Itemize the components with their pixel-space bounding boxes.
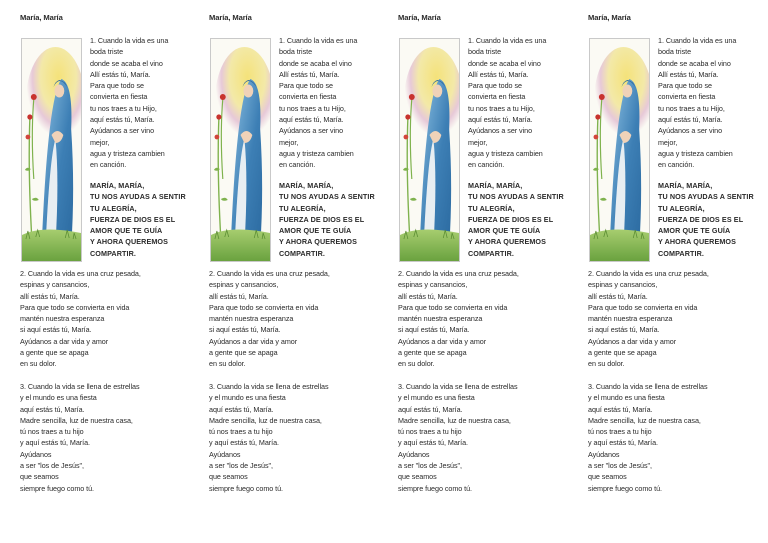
verse-1-line: Para que todo se [468, 81, 522, 91]
verse-1-line: tu nos traes a tu Hijo, [468, 103, 535, 113]
verse-1-line: Allí estás tú, María. [468, 69, 529, 79]
chorus-line: FUERZA DE DIOS ES EL [468, 214, 554, 224]
verse-3-line: y el mundo es una fiesta [20, 393, 97, 403]
verse-3 [209, 381, 329, 494]
verse-1 [468, 35, 546, 171]
verse-2 [209, 268, 330, 370]
verse-3-line: 3. Cuando la vida se llena de estrellas [588, 382, 708, 391]
verse-3-line: y el mundo es una fiesta [588, 393, 665, 403]
verse-3-line: siempre fuego como tú. [588, 483, 663, 493]
song-sheet-column-4 [588, 0, 768, 543]
verse-3-line: que seamos [209, 472, 248, 482]
chorus [658, 180, 754, 259]
chorus-line: AMOR QUE TE GUÍA [468, 226, 541, 236]
verse-3-line: Ayúdanos [20, 449, 52, 459]
verse-1-line: Para que todo se [658, 81, 712, 91]
verse-3-line: y el mundo es una fiesta [209, 393, 286, 403]
chorus [468, 180, 564, 259]
chorus-line: TU NOS AYUDAS A SENTIR [658, 192, 754, 202]
verse-3-line: aquí estás tú, María. [398, 404, 463, 414]
verse-1-line: donde se acaba el vino [658, 58, 731, 68]
verse-3-line: y aquí estás tú, María. [398, 438, 468, 448]
virgin-mary-illustration [21, 38, 82, 262]
verse-2-line: Para que todo se convierta en vida [209, 302, 319, 312]
verse-2-line: allí estás tú, María. [398, 291, 458, 301]
virgin-mary-illustration [399, 38, 460, 262]
verse-2-line: Ayúdanos a dar vida y amor [588, 336, 677, 346]
verse-1-line: Ayúdanos a ser vino [658, 126, 723, 136]
verse-1-line: Para que todo se [279, 81, 333, 91]
verse-2-line: mantén nuestra esperanza [588, 314, 673, 324]
chorus-line: MARÍA, MARÍA, [468, 181, 523, 190]
verse-3-line: 3. Cuando la vida se llena de estrellas [209, 382, 329, 391]
verse-2-line: a gente que se apaga [398, 348, 467, 358]
verse-3-line: que seamos [398, 472, 437, 482]
verse-3-line: Ayúdanos [588, 449, 620, 459]
verse-1-line: Ayúdanos a ser vino [468, 126, 533, 136]
verse-1-line: aquí estás tú, María. [658, 115, 723, 125]
verse-2 [20, 268, 141, 370]
verse-1-line: mejor, [279, 137, 299, 147]
song-title: María, María [398, 13, 441, 22]
verse-2-line: a gente que se apaga [20, 348, 89, 358]
verse-1-line: agua y tristeza cambien [279, 148, 354, 158]
verse-2 [588, 268, 709, 370]
verse-1-line: mejor, [658, 137, 678, 147]
verse-1-line: convierta en fiesta [468, 92, 526, 102]
verse-2-line: Ayúdanos a dar vida y amor [398, 336, 487, 346]
chorus-line: COMPARTIR. [279, 248, 325, 258]
virgin-mary-illustration [210, 38, 271, 262]
verse-3-line: Ayúdanos [209, 449, 241, 459]
verse-2-line: espinas y cansancios, [20, 280, 90, 290]
verse-2-line: Ayúdanos a dar vida y amor [209, 336, 298, 346]
verse-2 [398, 268, 519, 370]
song-title: María, María [20, 13, 63, 22]
verse-2-line: en su dolor. [398, 359, 435, 369]
verse-1-line: agua y tristeza cambien [90, 148, 165, 158]
verse-3 [398, 381, 518, 494]
chorus-line: FUERZA DE DIOS ES EL [279, 214, 365, 224]
verse-1-line: en canción. [279, 160, 316, 170]
verse-3-line: tú nos traes a tu hijo [20, 427, 84, 437]
verse-2-line: mantén nuestra esperanza [209, 314, 294, 324]
verse-3-line: tú nos traes a tu hijo [209, 427, 273, 437]
verse-1-line: Ayúdanos a ser vino [279, 126, 344, 136]
verse-1-line: Allí estás tú, María. [658, 69, 719, 79]
chorus-line: MARÍA, MARÍA, [279, 181, 334, 190]
verse-1-line: aquí estás tú, María. [279, 115, 344, 125]
chorus-line: TU NOS AYUDAS A SENTIR [468, 192, 564, 202]
verse-1-line: convierta en fiesta [658, 92, 716, 102]
verse-2-line: 2. Cuando la vida es una cruz pesada, [588, 269, 709, 278]
verse-2-line: Ayúdanos a dar vida y amor [20, 336, 109, 346]
virgin-mary-illustration [589, 38, 650, 262]
song-sheet-column-3 [398, 0, 580, 543]
verse-3-line: que seamos [20, 472, 59, 482]
chorus-line: COMPARTIR. [468, 248, 514, 258]
verse-1-line: donde se acaba el vino [468, 58, 541, 68]
verse-1-line: mejor, [90, 137, 110, 147]
song-title: María, María [209, 13, 252, 22]
verse-1-line: aquí estás tú, María. [468, 115, 533, 125]
verse-3-line: y aquí estás tú, María. [20, 438, 90, 448]
verse-1-line: tu nos traes a tu Hijo, [90, 103, 157, 113]
verse-2-line: a gente que se apaga [588, 348, 657, 358]
verse-1-line: en canción. [90, 160, 127, 170]
verse-1-line: en canción. [468, 160, 505, 170]
verse-2-line: allí estás tú, María. [209, 291, 269, 301]
chorus-line: MARÍA, MARÍA, [90, 181, 145, 190]
chorus-line: FUERZA DE DIOS ES EL [658, 214, 744, 224]
chorus-line: TU NOS AYUDAS A SENTIR [90, 192, 186, 202]
chorus-line: FUERZA DE DIOS ES EL [90, 214, 176, 224]
verse-1-line: boda triste [90, 47, 124, 57]
verse-3-line: a ser "los de Jesús", [398, 461, 462, 471]
verse-3-line: 3. Cuando la vida se llena de estrellas [20, 382, 140, 391]
verse-1-line: convierta en fiesta [90, 92, 148, 102]
verse-1-line: donde se acaba el vino [90, 58, 163, 68]
verse-2-line: 2. Cuando la vida es una cruz pesada, [209, 269, 330, 278]
verse-1-line: mejor, [468, 137, 488, 147]
verse-2-line: mantén nuestra esperanza [398, 314, 483, 324]
verse-3 [588, 381, 708, 494]
verse-2-line: si aquí estás tú, María. [209, 325, 281, 335]
verse-1-line: Allí estás tú, María. [279, 69, 340, 79]
chorus-line: Y AHORA QUEREMOS [658, 237, 737, 247]
verse-2-line: Para que todo se convierta en vida [588, 302, 698, 312]
verse-3-line: Madre sencilla, luz de nuestra casa, [398, 415, 511, 425]
verse-2-line: Para que todo se convierta en vida [20, 302, 130, 312]
verse-1-line: boda triste [279, 47, 313, 57]
chorus-line: AMOR QUE TE GUÍA [90, 226, 163, 236]
verse-3-line: Ayúdanos [398, 449, 430, 459]
song-sheet-column-2 [209, 0, 391, 543]
verse-1 [90, 35, 168, 171]
verse-3-line: tú nos traes a tu hijo [398, 427, 462, 437]
verse-1-line: agua y tristeza cambien [658, 148, 733, 158]
chorus-line: TU NOS AYUDAS A SENTIR [279, 192, 375, 202]
verse-3-line: Madre sencilla, luz de nuestra casa, [588, 415, 701, 425]
verse-1-line: boda triste [468, 47, 502, 57]
verse-1 [658, 35, 736, 171]
chorus-line: Y AHORA QUEREMOS [468, 237, 547, 247]
verse-3-line: y aquí estás tú, María. [209, 438, 279, 448]
chorus-line: COMPARTIR. [658, 248, 704, 258]
verse-2-line: en su dolor. [20, 359, 57, 369]
verse-3-line: que seamos [588, 472, 627, 482]
chorus-line: TU ALEGRÍA, [90, 203, 137, 213]
chorus-line: COMPARTIR. [90, 248, 136, 258]
verse-3-line: siempre fuego como tú. [209, 483, 284, 493]
verse-3 [20, 381, 140, 494]
verse-1-line: agua y tristeza cambien [468, 148, 543, 158]
verse-2-line: espinas y cansancios, [209, 280, 279, 290]
chorus-line: AMOR QUE TE GUÍA [658, 226, 731, 236]
chorus-line: Y AHORA QUEREMOS [279, 237, 358, 247]
chorus-line: AMOR QUE TE GUÍA [279, 226, 352, 236]
verse-1-line: donde se acaba el vino [279, 58, 352, 68]
verse-1-line: convierta en fiesta [279, 92, 337, 102]
verse-3-line: 3. Cuando la vida se llena de estrellas [398, 382, 518, 391]
verse-1-line: tu nos traes a tu Hijo, [279, 103, 346, 113]
chorus-line: Y AHORA QUEREMOS [90, 237, 169, 247]
verse-3-line: aquí estás tú, María. [209, 404, 274, 414]
verse-2-line: allí estás tú, María. [20, 291, 80, 301]
chorus-line: TU ALEGRÍA, [658, 203, 705, 213]
song-sheet-column-1 [20, 0, 202, 543]
verse-1 [279, 35, 357, 171]
verse-2-line: en su dolor. [588, 359, 625, 369]
verse-1-line: 1. Cuando la vida es una [279, 36, 358, 45]
verse-3-line: a ser "los de Jesús", [588, 461, 652, 471]
verse-2-line: espinas y cansancios, [588, 280, 658, 290]
verse-3-line: tú nos traes a tu hijo [588, 427, 652, 437]
verse-2-line: 2. Cuando la vida es una cruz pesada, [398, 269, 519, 278]
verse-3-line: a ser "los de Jesús", [20, 461, 84, 471]
verse-1-line: Ayúdanos a ser vino [90, 126, 155, 136]
verse-2-line: Para que todo se convierta en vida [398, 302, 508, 312]
verse-3-line: y aquí estás tú, María. [588, 438, 658, 448]
verse-3-line: Madre sencilla, luz de nuestra casa, [209, 415, 322, 425]
verse-1-line: aquí estás tú, María. [90, 115, 155, 125]
verse-1-line: 1. Cuando la vida es una [658, 36, 737, 45]
chorus-line: MARÍA, MARÍA, [658, 181, 713, 190]
verse-1-line: Para que todo se [90, 81, 144, 91]
song-title: María, María [588, 13, 631, 22]
verse-2-line: a gente que se apaga [209, 348, 278, 358]
verse-3-line: aquí estás tú, María. [588, 404, 653, 414]
verse-2-line: si aquí estás tú, María. [588, 325, 660, 335]
verse-1-line: 1. Cuando la vida es una [468, 36, 547, 45]
chorus-line: TU ALEGRÍA, [279, 203, 326, 213]
verse-2-line: si aquí estás tú, María. [398, 325, 470, 335]
verse-2-line: mantén nuestra esperanza [20, 314, 105, 324]
chorus-line: TU ALEGRÍA, [468, 203, 515, 213]
verse-3-line: a ser "los de Jesús", [209, 461, 273, 471]
verse-1-line: en canción. [658, 160, 695, 170]
verse-3-line: Madre sencilla, luz de nuestra casa, [20, 415, 133, 425]
verse-1-line: tu nos traes a tu Hijo, [658, 103, 725, 113]
verse-3-line: y el mundo es una fiesta [398, 393, 475, 403]
verse-2-line: si aquí estás tú, María. [20, 325, 92, 335]
chorus [279, 180, 375, 259]
verse-1-line: Allí estás tú, María. [90, 69, 151, 79]
verse-2-line: en su dolor. [209, 359, 246, 369]
verse-2-line: 2. Cuando la vida es una cruz pesada, [20, 269, 141, 278]
verse-3-line: siempre fuego como tú. [20, 483, 95, 493]
verse-2-line: allí estás tú, María. [588, 291, 648, 301]
verse-1-line: 1. Cuando la vida es una [90, 36, 169, 45]
verse-3-line: aquí estás tú, María. [20, 404, 85, 414]
verse-2-line: espinas y cansancios, [398, 280, 468, 290]
verse-1-line: boda triste [658, 47, 692, 57]
verse-3-line: siempre fuego como tú. [398, 483, 473, 493]
chorus [90, 180, 186, 259]
